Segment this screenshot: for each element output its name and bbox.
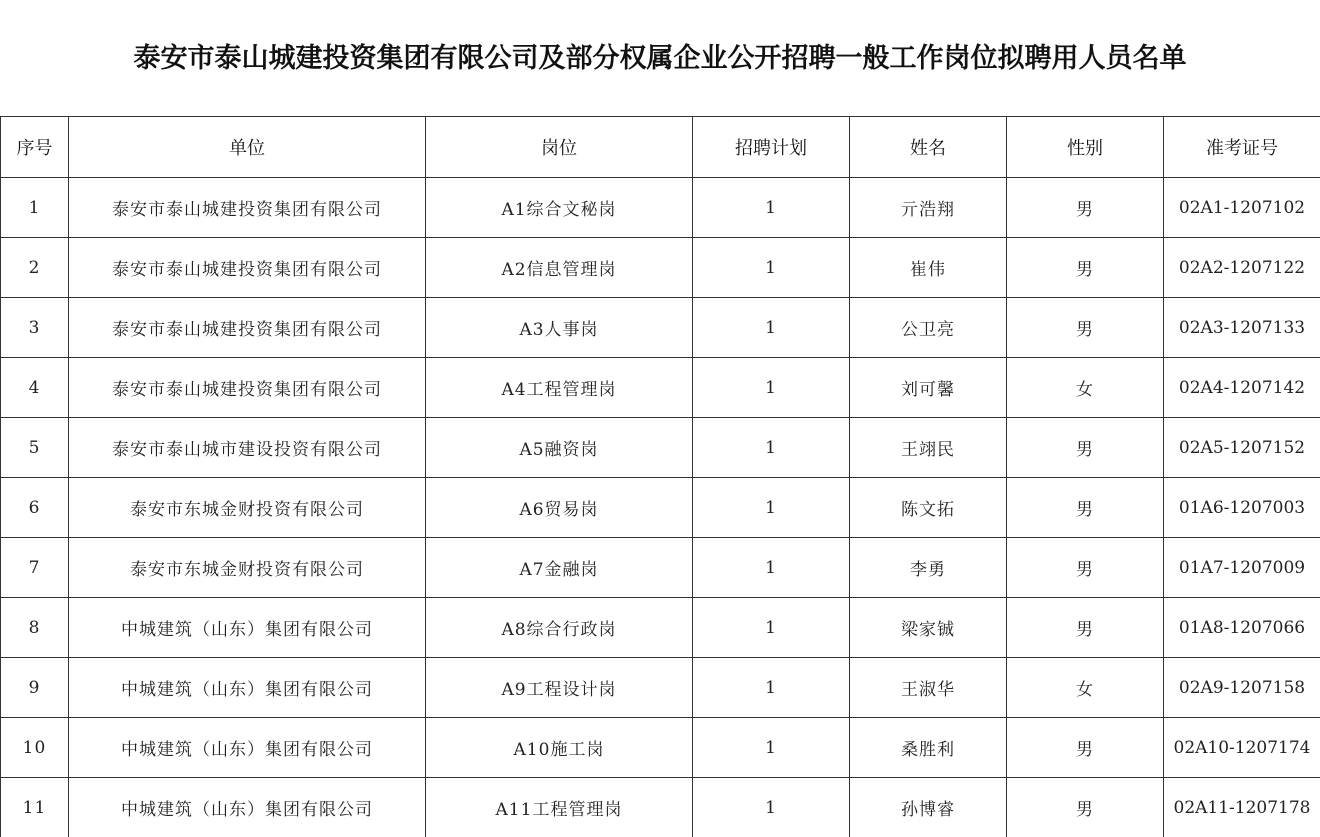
cell-post: A5融资岗 <box>426 418 693 478</box>
column-header-unit: 单位 <box>69 117 426 178</box>
cell-unit: 中城建筑（山东）集团有限公司 <box>69 598 426 658</box>
cell-no: 7 <box>1 538 69 598</box>
cell-candidate-id: 01A6-1207003 <box>1164 478 1320 538</box>
cell-gender: 男 <box>1007 238 1164 298</box>
cell-candidate-id: 02A1-1207102 <box>1164 178 1320 238</box>
cell-candidate-id: 01A8-1207066 <box>1164 598 1320 658</box>
cell-unit: 泰安市泰山城建投资集团有限公司 <box>69 238 426 298</box>
cell-unit: 中城建筑（山东）集团有限公司 <box>69 658 426 718</box>
cell-gender: 男 <box>1007 598 1164 658</box>
table-row <box>1 778 1320 837</box>
cell-no: 6 <box>1 478 69 538</box>
document-title: 泰安市泰山城建投资集团有限公司及部分权属企业公开招聘一般工作岗位拟聘用人员名单 <box>133 43 1187 74</box>
cell-plan: 1 <box>693 418 850 478</box>
cell-post: A8综合行政岗 <box>426 598 693 658</box>
column-header-candidate-id: 准考证号 <box>1164 117 1320 178</box>
cell-gender: 男 <box>1007 418 1164 478</box>
cell-gender: 男 <box>1007 478 1164 538</box>
cell-gender: 男 <box>1007 178 1164 238</box>
cell-plan: 1 <box>693 658 850 718</box>
table-body <box>1 178 1320 837</box>
cell-plan: 1 <box>693 238 850 298</box>
table-row <box>1 538 1320 598</box>
cell-candidate-id: 02A11-1207178 <box>1164 778 1320 837</box>
cell-name: 亓浩翔 <box>850 178 1007 238</box>
column-header-name: 姓名 <box>850 117 1007 178</box>
cell-candidate-id: 01A7-1207009 <box>1164 538 1320 598</box>
cell-name: 王翊民 <box>850 418 1007 478</box>
cell-name: 王淑华 <box>850 658 1007 718</box>
cell-candidate-id: 02A10-1207174 <box>1164 718 1320 778</box>
cell-post: A11工程管理岗 <box>426 778 693 837</box>
table-row <box>1 358 1320 418</box>
cell-unit: 泰安市泰山城市建设投资有限公司 <box>69 418 426 478</box>
cell-no: 8 <box>1 598 69 658</box>
cell-candidate-id: 02A5-1207152 <box>1164 418 1320 478</box>
cell-no: 4 <box>1 358 69 418</box>
table-row <box>1 718 1320 778</box>
cell-unit: 中城建筑（山东）集团有限公司 <box>69 778 426 837</box>
cell-unit: 泰安市东城金财投资有限公司 <box>69 538 426 598</box>
cell-candidate-id: 02A9-1207158 <box>1164 658 1320 718</box>
cell-no: 1 <box>1 178 69 238</box>
cell-unit: 泰安市泰山城建投资集团有限公司 <box>69 298 426 358</box>
cell-plan: 1 <box>693 778 850 837</box>
cell-name: 陈文拓 <box>850 478 1007 538</box>
cell-no: 9 <box>1 658 69 718</box>
cell-plan: 1 <box>693 718 850 778</box>
header-row <box>1 117 1320 178</box>
column-header-plan: 招聘计划 <box>693 117 850 178</box>
cell-gender: 男 <box>1007 298 1164 358</box>
cell-name: 桑胜利 <box>850 718 1007 778</box>
table-row <box>1 238 1320 298</box>
cell-plan: 1 <box>693 178 850 238</box>
column-header-no: 序号 <box>1 117 69 178</box>
cell-gender: 男 <box>1007 718 1164 778</box>
cell-plan: 1 <box>693 598 850 658</box>
cell-name: 孙博睿 <box>850 778 1007 837</box>
cell-plan: 1 <box>693 478 850 538</box>
cell-name: 梁家铖 <box>850 598 1007 658</box>
cell-post: A2信息管理岗 <box>426 238 693 298</box>
cell-unit: 中城建筑（山东）集团有限公司 <box>69 718 426 778</box>
cell-plan: 1 <box>693 358 850 418</box>
cell-unit: 泰安市泰山城建投资集团有限公司 <box>69 178 426 238</box>
cell-post: A6贸易岗 <box>426 478 693 538</box>
table-row <box>1 598 1320 658</box>
cell-unit: 泰安市泰山城建投资集团有限公司 <box>69 358 426 418</box>
cell-no: 10 <box>1 718 69 778</box>
cell-no: 2 <box>1 238 69 298</box>
cell-post: A3人事岗 <box>426 298 693 358</box>
cell-name: 崔伟 <box>850 238 1007 298</box>
table-row <box>1 178 1320 238</box>
table-row <box>1 478 1320 538</box>
table-row <box>1 658 1320 718</box>
cell-gender: 男 <box>1007 778 1164 837</box>
table-row <box>1 298 1320 358</box>
hiring-roster-table <box>0 116 1320 837</box>
cell-name: 公卫亮 <box>850 298 1007 358</box>
cell-post: A4工程管理岗 <box>426 358 693 418</box>
cell-candidate-id: 02A3-1207133 <box>1164 298 1320 358</box>
cell-gender: 女 <box>1007 658 1164 718</box>
cell-no: 11 <box>1 778 69 837</box>
column-header-gender: 性别 <box>1007 117 1164 178</box>
cell-post: A7金融岗 <box>426 538 693 598</box>
cell-gender: 男 <box>1007 538 1164 598</box>
cell-gender: 女 <box>1007 358 1164 418</box>
cell-no: 3 <box>1 298 69 358</box>
cell-post: A10施工岗 <box>426 718 693 778</box>
cell-unit: 泰安市东城金财投资有限公司 <box>69 478 426 538</box>
cell-no: 5 <box>1 418 69 478</box>
cell-candidate-id: 02A2-1207122 <box>1164 238 1320 298</box>
cell-post: A9工程设计岗 <box>426 658 693 718</box>
cell-plan: 1 <box>693 298 850 358</box>
cell-post: A1综合文秘岗 <box>426 178 693 238</box>
cell-name: 李勇 <box>850 538 1007 598</box>
cell-candidate-id: 02A4-1207142 <box>1164 358 1320 418</box>
table-row <box>1 418 1320 478</box>
cell-name: 刘可馨 <box>850 358 1007 418</box>
table-header <box>1 117 1320 178</box>
column-header-post: 岗位 <box>426 117 693 178</box>
cell-plan: 1 <box>693 538 850 598</box>
